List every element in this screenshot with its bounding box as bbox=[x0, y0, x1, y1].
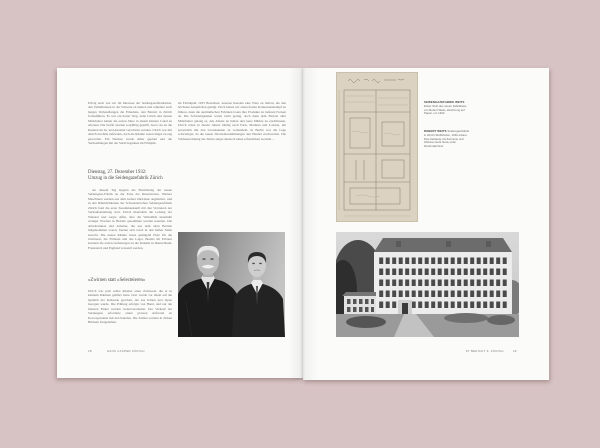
caption-2-title: ROBERT WEITS bbox=[424, 130, 447, 133]
caption-1-text: Erster Wurf des neuen Fabrikbaus von Robert Weits, Zeichnung auf Papier, um 1932. bbox=[424, 103, 467, 116]
sub-heading: »Zwirnen statt »Selecteieren« bbox=[88, 278, 146, 283]
image-caption-1 bbox=[424, 101, 471, 128]
column1-paragraph1: Erfolg auch wie wir im Interesse der Seidengazefabrikation, den Verhältnissen in der Schweiz zu ändern und erhielten nach langen Verhandlungen die Erlaubnis, den Betrieb in Zürich fortzuführen. Es war ein harter Weg, denn Ulrich und dessen Mitarbeiter hatten die ersten Jahre in einem kleinen Lokal zu arbeiten. Die Stoffe wurden sorgfältig geprüft, bevor sie an die Kunden im In- und Ausland verschickt wurden. Ulrich war mit dem Fortschritt zufrieden, doch die Räume waren längst zu eng geworden. Ein Neubau wurde daher geplant und die Verhandlungen mit der Stadt begannen im Frühjahr. bbox=[88, 101, 172, 146]
running-head-right: 87 BERICHT Z. ZÜRICH bbox=[466, 349, 504, 353]
column1-paragraph3: Ulrich war jetzt selbst Inhaber einer Zwirnerei, die er in kleinem Rahmen geführt hatte. Dort wurde vor allem auf die Qualität der Rohseide geachtet, die aus Italien und Japan bezogen wurde. Die Prüfung erfolgte von Hand, und nur die feinsten Fäden wurden weiterverarbeitet. Der Verkauf der Seidengaze erforderte einen grossen Aufwand an Korrespondenz mit den Kunden. Die Zahlen wurden in dicken Büchern festgehalten. bbox=[88, 289, 172, 325]
section-heading-date: Dienstag, 27. Dezember 1932: bbox=[88, 170, 147, 175]
running-head-left: HANS CASPER ZÜRICH bbox=[107, 349, 145, 353]
portrait-photo bbox=[178, 232, 285, 337]
floor-plan-sketch bbox=[336, 72, 418, 222]
section-heading-title: Umzug in die Seidengazefabrik Zürich bbox=[88, 176, 163, 181]
page-number-right: 29 bbox=[513, 349, 517, 353]
page-number-left: 28 bbox=[88, 349, 92, 353]
caption-2-text: Seidengazefabrik in Zürich-Wollishofen, 1932 erbaut. Das Gebäude mit Zwirnerei und Weberei steht heute unter Denkmalschutz. bbox=[424, 130, 470, 149]
caption-1-title: SEIDENGAZEFABRIK WEITS bbox=[424, 101, 465, 104]
book-gutter-shadow bbox=[288, 68, 318, 380]
column1-paragraph2: An diesem Tag begann die Einrichtung der neuen Seidengaze-Fabrik an der Ecke der Rieterstrasse. Weitere Maschinen wurden aus dem Gebiet Zürichsee angeliefert, und in den Räumlichkeiten der Schweizerischen Seidengazefabrik Zürich fand die erste Zusammenkunft mit den Vertretern der Verkaufsabteilung statt. Ulrich übernahm die Leitung der Weberei und sorgte dafür, dass die Webstühle innerhalb weniger Wochen in Betrieb genommen werden konnten. Die Arbeiterinnen und Arbeiter, die aus dem alten Betrieb mitgekommen waren, fanden sich rasch in den hellen Sälen zurecht. Die neuen Räume boten genügend Platz für die Zwirnerei, die Färberei und das Lager. Bereits im Februar konnten die ersten Lieferungen an die Kunden in Deutschland, Frankreich und England versandt werden. bbox=[88, 188, 172, 250]
factory-building-photo bbox=[336, 232, 519, 337]
image-caption-2 bbox=[424, 130, 471, 152]
column2-paragraph1: im Fabrikjahr 1933 Bestreben, unseren Kunden eine Ware zu liefern, die den höchsten Ansprüchen genügt. Doch hatten wir einen harten Konkurrenzkampf zu führen, denn die ausländischen Fabriken boten ihre Produkte zu tieferen Preisen an. Die Schwierigkeiten waren nicht gering, doch dank dem Einsatz aller Mitarbeiter gelang es, den Absatz zu halten und neue Märkte zu erschliessen. Ulrich reiste in diesen Jahren häufig nach Paris, Mailand und London, um persönlich mit den Grosskunden zu verhandeln. In Berlin war die Lage schwieriger, da die neuen Devisenbestimmungen den Handel erschwerten. Die Schlussrechnung des Jahres zeigte dennoch einen erfreulichen Gewinn … bbox=[178, 101, 286, 141]
section-heading bbox=[88, 170, 178, 182]
